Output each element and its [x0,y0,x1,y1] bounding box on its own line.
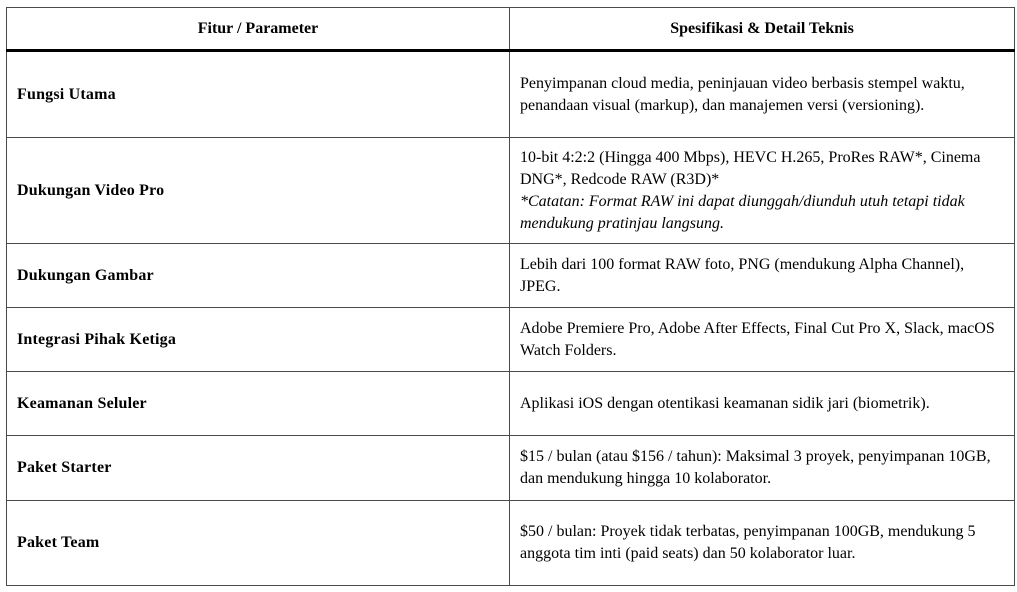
header-details: Spesifikasi & Detail Teknis [510,8,1015,51]
table-header [7,8,1015,51]
row-details-text: $15 / bulan (atau $156 / tahun): Maksimal 3 proyek, penyimpanan 10GB, dan mendukung hingga 10 kolaborator. [520,448,991,487]
row-parameter: Paket Team [7,501,510,586]
row-note: *Catatan: Format RAW ini dapat diunggah/diunduh utuh tetapi tidak mendukung pratinjau langsung. [520,192,965,232]
table-row [7,308,1015,372]
spec-table [6,7,1015,586]
row-details-text: Lebih dari 100 format RAW foto, PNG (mendukung Alpha Channel), JPEG. [520,255,965,295]
row-details [510,372,1015,436]
row-parameter: Paket Starter [7,436,510,501]
row-parameter: Integrasi Pihak Ketiga [7,308,510,372]
table-body [7,51,1015,586]
row-parameter: Fungsi Utama [7,51,510,138]
row-details-text: Penyimpanan cloud media, peninjauan video berbasis stempel waktu, penandaan visual (markup), dan manajemen versi (versioning). [520,74,965,114]
row-parameter: Dukungan Video Pro [7,138,510,244]
table-row [7,372,1015,436]
row-details [510,436,1015,501]
row-details [510,138,1015,244]
table-row [7,501,1015,586]
table-row [7,138,1015,244]
row-details-text: $50 / bulan: Proyek tidak terbatas, penyimpanan 100GB, mendukung 5 anggota tim inti (paid seats) dan 50 kolaborator luar. [520,523,976,562]
row-details-text: Adobe Premiere Pro, Adobe After Effects, Final Cut Pro X, Slack, macOS Watch Folders. [520,319,995,359]
row-details [510,308,1015,372]
row-parameter: Keamanan Seluler [7,372,510,436]
table-row [7,436,1015,501]
row-details [510,244,1015,308]
header-row [7,8,1015,51]
header-parameter: Fitur / Parameter [7,8,510,51]
row-details [510,51,1015,138]
table-row [7,51,1015,138]
row-parameter: Dukungan Gambar [7,244,510,308]
row-details-text: 10-bit 4:2:2 (Hingga 400 Mbps), HEVC H.265, ProRes RAW*, Cinema DNG*, Redcode RAW (R3D)* [520,148,981,188]
table-row [7,244,1015,308]
row-details [510,501,1015,586]
row-details-text: Aplikasi iOS dengan otentikasi keamanan sidik jari (biometrik). [520,394,930,412]
